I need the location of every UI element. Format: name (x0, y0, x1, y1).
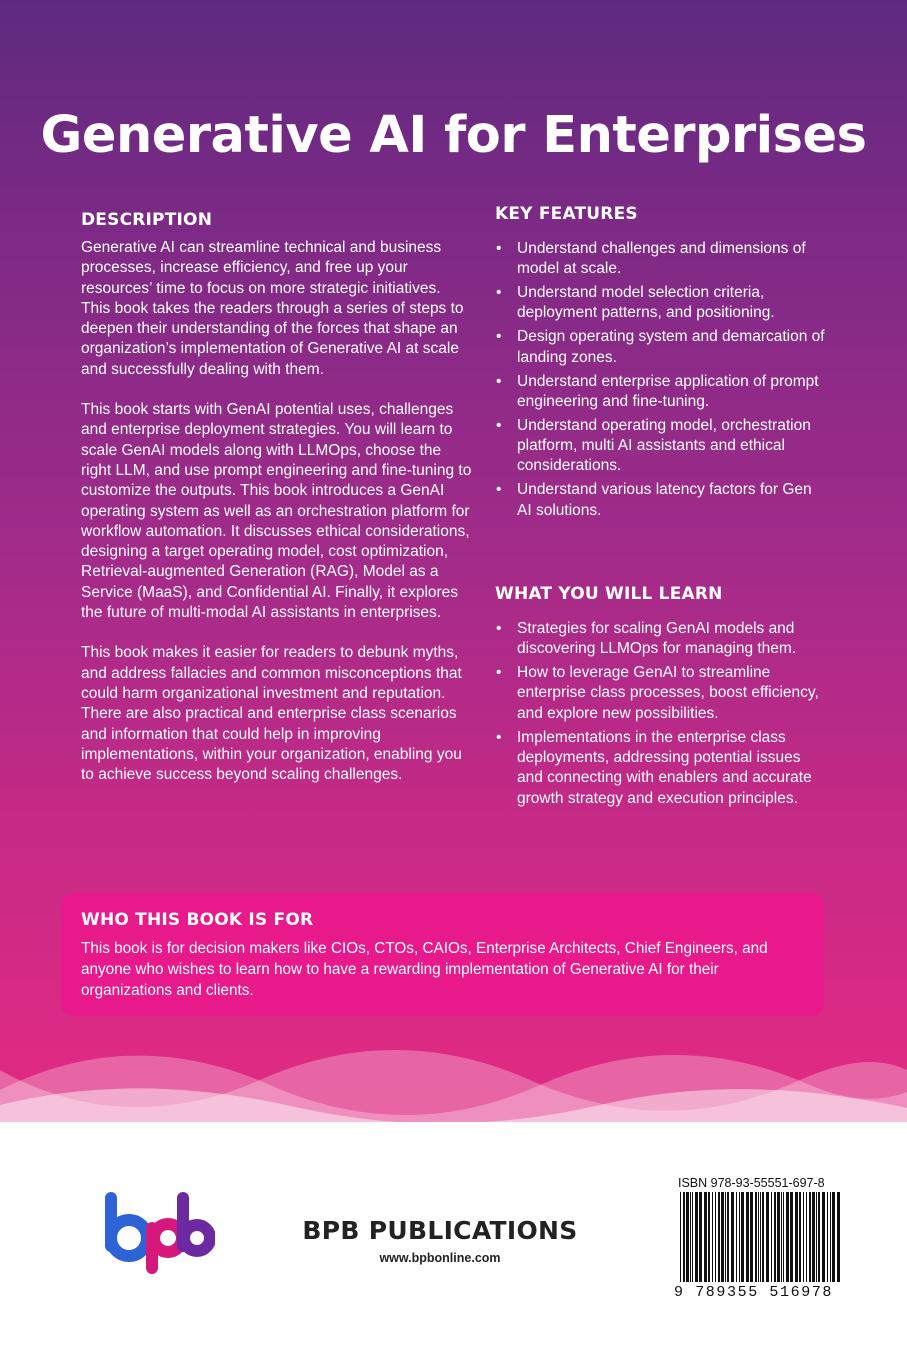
isbn-label: ISBN 978-93-55551-697-8 (678, 1176, 825, 1190)
list-item: • Implementations in the enterprise class deployments, addressing potential issues and connecting with enablers and accurate growth strategy and execution principles. (496, 728, 812, 807)
bullet-icon: • (496, 728, 502, 746)
what-you-will-learn-heading: WHAT YOU WILL LEARN (495, 584, 723, 604)
isbn-barcode (668, 1170, 850, 1310)
list-item: • How to leverage GenAI to streamline enterprise class processes, boost efficiency, and explore new possibilities. (496, 664, 819, 722)
bullet-icon: • (496, 664, 502, 682)
list-item: • Understand model selection criteria, deployment patterns, and positioning. (496, 284, 775, 322)
bullet-icon: • (496, 620, 502, 637)
description-section (81, 210, 473, 805)
key-features-section (495, 204, 825, 524)
bullet-icon: • (496, 481, 502, 499)
who-this-book-is-for-text: This book is for decision makers like CIOs, CTOs, CAIOs, Enterprise Architects, Chief Engineers, and anyone who wishes to learn how to have a rewarding implementation of Generative AI for their organizations and clients. (81, 940, 768, 999)
publisher-name: BPB PUBLICATIONS (302, 1216, 578, 1245)
bullet-icon: • (496, 284, 502, 302)
description-heading: DESCRIPTION (81, 210, 213, 230)
what-you-will-learn-list (495, 619, 825, 809)
description-paragraph-2: This book starts with GenAI potential uses, challenges and enterprise deployment strategies. You will learn to scale GenAI models along with LLMOps, choose the right LLM, and use prompt engineering and fine-tuning to customize the outputs. This book introduces a GenAI operating system as well as an orchestration platform for workflow automation. It discusses ethical considerations, designing a target operating model, cost optimization, Retrieval-augmented Generation (RAG), Model as a Service (MaaS), and Confidential AI. Finally, it explores the future of multi-modal AI assistants in enterprises. (81, 401, 472, 622)
list-item: • Design operating system and demarcation of landing zones. (496, 328, 825, 366)
list-item: • Understand enterprise application of prompt engineering and fine-tuning. (496, 372, 819, 410)
list-item: • Understand operating model, orchestration platform, multi AI assistants and ethical considerations. (496, 416, 811, 475)
decorative-waves (0, 1030, 907, 1130)
what-you-will-learn-section (495, 584, 825, 812)
book-title: Generative AI for Enterprises (40, 106, 867, 165)
bpb-logo-icon (105, 1192, 215, 1274)
key-features-list (495, 239, 825, 521)
list-item: • Understand various latency factors for Gen AI solutions. (496, 481, 812, 519)
description-paragraph-3: This book makes it easier for readers to debunk myths, and address fallacies and common misconceptions that could harm organizational investment and reputation. There are also practical and enterprise class scenarios and information that could help in improving implementations, within your organization, enabling you to achieve success beyond scaling challenges. (81, 644, 462, 784)
publisher-block (300, 1216, 580, 1265)
barcode-bars (678, 1192, 842, 1284)
list-item: • Strategies for scaling GenAI models and discovering LLMOps for managing them. (496, 620, 797, 658)
list-item: • Understand challenges and dimensions of model at scale. (496, 240, 806, 278)
barcode-digits: 9 789355 516978 (674, 1284, 834, 1301)
description-paragraph-1: Generative AI can streamline technical and business processes, increase efficiency, and free up your resources’ time to focus on more strategic initiatives. This book takes the readers through a series of steps to deepen their understanding of the forces that shape an organization’s implementation of Generative AI at scale and successfully dealing with them. (81, 239, 464, 378)
bullet-icon: • (496, 416, 502, 434)
bullet-icon: • (496, 372, 502, 390)
key-features-heading: KEY FEATURES (495, 204, 638, 224)
bullet-icon: • (496, 240, 502, 257)
who-this-book-is-for-heading: WHO THIS BOOK IS FOR (81, 910, 314, 930)
bullet-icon: • (496, 328, 502, 346)
who-this-book-is-for-box (61, 893, 824, 1016)
publisher-url: www.bpbonline.com (379, 1251, 501, 1265)
